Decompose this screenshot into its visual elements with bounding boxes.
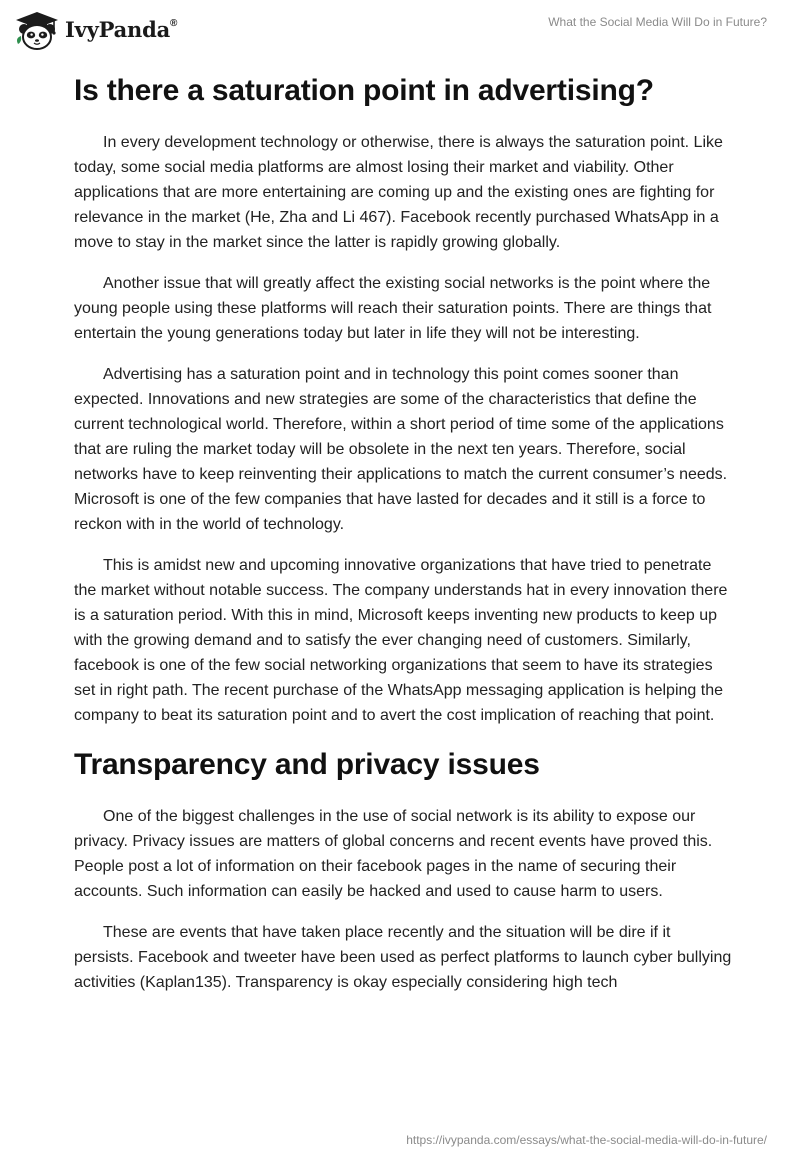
brand-name: IvyPanda®: [65, 16, 178, 42]
source-url[interactable]: https://ivypanda.com/essays/what-the-social-media-will-do-in-future/: [406, 1133, 767, 1147]
section-heading-saturation: Is there a saturation point in advertising?: [74, 74, 654, 107]
ivypanda-logo[interactable]: [14, 10, 177, 50]
paragraph: Advertising has a saturation point and in technology this point comes sooner than expected. Innovations and new strategies are some of the characteristics that define the current technological world. Therefore, within a short period of time some of the applications that are ruling the market today will be obsolete in the next ten years. Therefore, social networks have to keep reinventing their applications to match the current consumer’s needs. Microsoft is one of the few companies that have lasted for decades and it still is a force to reckon with in the world of technology.: [74, 366, 728, 533]
registered-mark: ®: [170, 17, 178, 29]
paragraph: One of the biggest challenges in the use of social network is its ability to expose our privacy. Privacy issues are matters of global concerns and recent events have proved this. People post a lot of information on their facebook pages in the name of securing their accounts. Such information can easily be hacked and used to cause harm to users.: [74, 808, 713, 900]
page-header: [0, 0, 800, 62]
paragraph: These are events that have taken place recently and the situation will be dire if it persists. Facebook and tweeter have been used as perfect platforms to launch cyber bullying activities (Kaplan135). Transparency is okay especially considering high tech: [74, 924, 732, 991]
paragraph: This is amidst new and upcoming innovative organizations that have tried to penetrate the market without notable success. The company understands hat in every innovation there is a saturation period. With this in mind, Microsoft keeps inventing new products to keep up with the growing demand and to satisfy the ever changing need of customers. Similarly, facebook is one of the few social networking organizations that seem to have its strategies set in right path. The recent purchase of the WhatsApp messaging application is helping the company to beat its saturation point and to avert the cost implication of reaching that point.: [74, 557, 728, 724]
panda-graduate-icon: [14, 10, 60, 50]
section-heading-privacy: Transparency and privacy issues: [74, 748, 540, 781]
essay-content: [74, 70, 734, 1011]
paragraph: In every development technology or otherwise, there is always the saturation point. Like today, some social media platforms are almost losing their market and viability. Other applications that are more entertaining are coming up and the existing ones are fighting for relevance in the market (He, Zha and Li 467). Facebook recently purchased WhatsApp in a move to stay in the market since the latter is rapidly growing globally.: [74, 134, 723, 251]
paragraph: Another issue that will greatly affect the existing social networks is the point where the young people using these platforms will reach their saturation points. There are things that entertain the young generations today but later in life they will not be interesting.: [74, 275, 712, 342]
document-title: What the Social Media Will Do in Future?: [548, 15, 767, 29]
